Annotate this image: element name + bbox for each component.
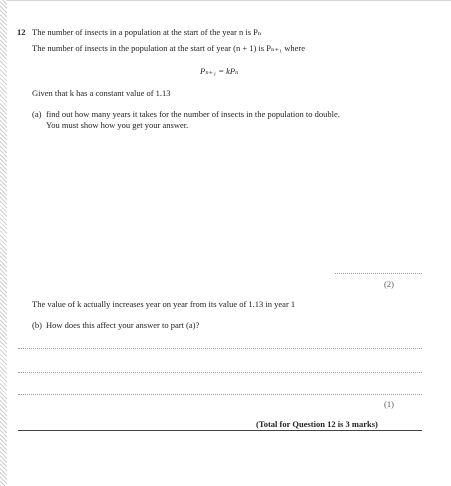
given-statement: Given that k has a constant value of 1.13 [32, 88, 171, 98]
part-a-text-line-1: find out how many years it takes for the number of insects in the population to double. [46, 109, 340, 119]
part-b-label: (b) [32, 320, 42, 330]
question-number: 12 [17, 27, 26, 37]
part-a-label: (a) [32, 109, 42, 119]
bottom-rule [18, 430, 422, 431]
part-a-text-line-2: You must show how you get your answer. [46, 120, 189, 130]
part-a-marks: (2) [384, 279, 394, 289]
part-b-text: How does this affect your answer to part (a)? [46, 320, 200, 330]
total-marks: (Total for Question 12 is 3 marks) [256, 419, 378, 429]
question-line-1: The number of insects in a population at the start of the year n is Pₙ [32, 27, 262, 37]
margin-hatch [0, 0, 7, 486]
part-a-answer-line[interactable] [335, 273, 422, 274]
mid-statement: The value of k actually increases year on year from its value of 1.13 in year 1 [32, 299, 296, 309]
part-b-answer-line-2[interactable] [18, 372, 422, 373]
top-rule [7, 0, 451, 1]
part-b-answer-line-3[interactable] [18, 394, 422, 395]
formula: Pₙ₊₁ = kPₙ [200, 66, 239, 76]
part-b-marks: (1) [384, 399, 394, 409]
question-line-2: The number of insects in the population at the start of year (n + 1) is Pₙ₊₁ where [32, 43, 305, 53]
part-b-answer-line-1[interactable] [18, 348, 422, 349]
